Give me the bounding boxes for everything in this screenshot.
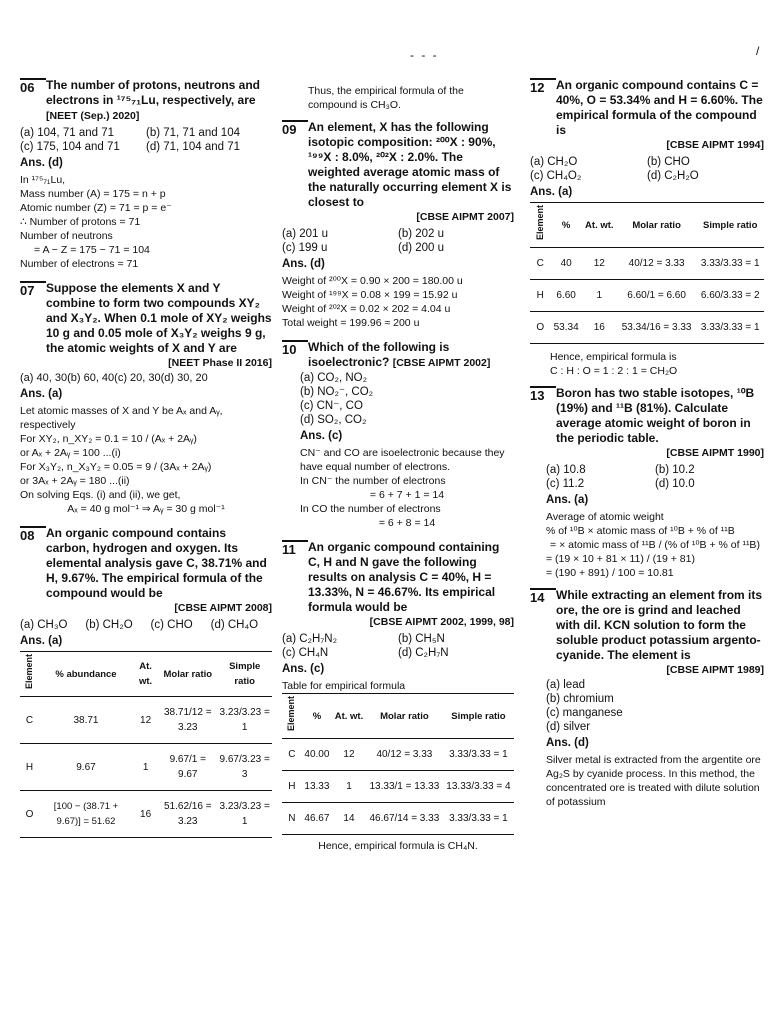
solution: CN⁻ and CO are isoelectronic because they have equal number of electrons. In CN⁻ the number of electrons = 6 + 7 + 1 = 14 In CO the number of electrons = 6 + 8 = 14 xyxy=(300,447,505,529)
table-row: H 13.33 1 13.33/1 = 13.33 13.33/3.33 = 4 xyxy=(282,771,514,803)
exam-source: [NEET (Sep.) 2020] xyxy=(46,110,140,122)
question-text: The number of protons, neutrons and electrons in ¹⁷⁵₇₁Lu, respectively, are [NEET (Sep.) 2020] xyxy=(46,78,260,122)
answer: Ans. (c) xyxy=(282,663,325,675)
question-09 xyxy=(282,120,514,330)
conclusion: Hence, empirical formula is CH₄N. xyxy=(318,840,478,853)
options: (a) 10.8 (b) 10.2 (c) 11.2 (d) 10.0 xyxy=(546,464,695,491)
analysis-table: Element % abundance At. wt. Molar ratio Simple ratio C 38.71 12 38.71/12 = 3.23 3.23/3.23 = 1 H 9.67 1 9.67/1 = 9.67 9.67/3.23 = 3 O [100 − (38.71 + 9.67)] = 51.62 16 51.62/16 = 3.23 3.23/3.23 = 1 xyxy=(20,651,272,838)
table-row: H 9.67 1 9.67/1 = 9.67 9.67/3.23 = 3 xyxy=(20,744,272,791)
analysis-table: Element % At. wt. Molar ratio Simple ratio C 40 12 40/12 = 3.33 3.33/3.33 = 1 H 6.60 1 6.60/1 = 6.60 6.60/3.33 = 2 O 53.34 16 53.34/16 = 3.33 3.33/3.33 = 1 xyxy=(530,202,764,344)
question-number: 09 xyxy=(282,120,308,137)
exam-source: [CBSE AIPMT 1989] xyxy=(666,664,764,677)
conclusion: Hence, empirical formula is C : H : O = 1 : 2 : 1 = CH₂O xyxy=(550,351,678,378)
question-text: An element, X has the following isotopic composition: ²⁰⁰X : 90%, ¹⁹⁹X : 8.0%, ²⁰²X : 2.0%. The weighted average atomic mass of the naturally occurring element X is closest to xyxy=(308,120,512,209)
solution: Weight of ²⁰⁰X = 0.90 × 200 = 180.00 u Weight of ¹⁹⁹X = 0.08 × 199 = 15.92 u Weight of ²⁰²X = 0.02 × 202 = 4.04 u Total weight = 199.96 ≈ 200 u xyxy=(282,275,463,329)
question-14 xyxy=(530,588,764,809)
table-row: C 38.71 12 38.71/12 = 3.23 3.23/3.23 = 1 xyxy=(20,697,272,744)
question-number: 14 xyxy=(530,588,556,605)
answer: Ans. (a) xyxy=(546,494,589,507)
header-mark: - - - xyxy=(410,48,439,62)
column-left xyxy=(20,78,272,842)
answer: Ans. (a) xyxy=(20,635,63,647)
question-number: 06 xyxy=(20,78,46,95)
question-number: 08 xyxy=(20,526,46,543)
answer: Ans. (d) xyxy=(282,258,325,270)
table-row: O [100 − (38.71 + 9.67)] = 51.62 16 51.62/16 = 3.23 3.23/3.23 = 1 xyxy=(20,791,272,838)
question-07 xyxy=(20,281,272,516)
question-number: 07 xyxy=(20,281,46,298)
table-title: Table for empirical formula xyxy=(282,680,406,692)
table-row: C 40 12 40/12 = 3.33 3.33/3.33 = 1 xyxy=(530,248,764,280)
options: (a) CH₃O (b) CH₂O (c) CHO (d) CH₄O xyxy=(20,619,259,631)
question-13 xyxy=(530,386,764,580)
question-text: An organic compound contains C = 40%, O = 53.34% and H = 6.60%. The empirical formula of the compound is xyxy=(556,78,763,137)
exam-source: [NEET Phase II 2016] xyxy=(168,357,272,369)
answer: Ans. (d) xyxy=(546,737,589,750)
exam-source: [CBSE AIPMT 1990] xyxy=(666,447,764,460)
question-number: 11 xyxy=(282,540,308,557)
column-middle xyxy=(282,84,514,858)
question-text: An organic compound contains carbon, hydrogen and oxygen. Its elemental analysis gave C, 38.71% and H, 9.67%. The empirical formula of the compound would be xyxy=(46,526,267,600)
exam-source: [CBSE AIPMT 2002, 1999, 98] xyxy=(369,616,514,628)
exam-source: [CBSE AIPMT 2008] xyxy=(174,602,272,614)
question-text: An organic compound containing C, H and N gave the following results on analysis C = 40%, H = 13.33%, N = 46.67%. Its empirical formula would be xyxy=(308,540,500,614)
options: (a) CO₂, NO₂ (b) NO₂⁻, CO₂ (c) CN⁻, CO (d) SO₂, CO₂ xyxy=(300,372,374,426)
question-06 xyxy=(20,78,272,271)
table-row: C 40.00 12 40/12 = 3.33 3.33/3.33 = 1 xyxy=(282,739,514,771)
solution: Average of atomic weight % of ¹⁰B × atomic mass of ¹⁰B + % of ¹¹B = × atomic mass of ¹¹B / (% of ¹⁰B + % of ¹¹B) = (19 × 10 + 81 × 11) / (19 + 81) = (190 + 891) / 100 = 10.81 xyxy=(546,511,760,580)
options: (a) 40, 30(b) 60, 40(c) 20, 30(d) 30, 20 xyxy=(20,372,208,384)
question-08 xyxy=(20,526,272,838)
exam-source: [CBSE AIPMT 2007] xyxy=(416,211,514,223)
answer: Ans. (c) xyxy=(300,430,343,442)
table-row: H 6.60 1 6.60/1 = 6.60 6.60/3.33 = 2 xyxy=(530,280,764,312)
question-text: Which of the following is isoelectronic? [CBSE AIPMT 2002] xyxy=(308,340,491,369)
corner-mark: / xyxy=(756,44,760,58)
answer: Ans. (a) xyxy=(530,186,573,198)
answer: Ans. (a) xyxy=(20,388,63,400)
question-number: 13 xyxy=(530,386,556,403)
question-number: 10 xyxy=(282,340,308,357)
solution: In ¹⁷⁵₇₁Lu, Mass number (A) = 175 = n + p Atomic number (Z) = 71 = p = e⁻ ∴ Number of protons = 71 Number of neutrons = A − Z = 175 − 71 = 104 Number of electrons = 71 xyxy=(20,174,172,270)
column-right xyxy=(530,78,764,813)
options: (a) lead (b) chromium (c) manganese (d) silver xyxy=(546,679,623,734)
solution: Silver metal is extracted from the argentite ore Ag₂S by cyanide process. In this method, the concentrated ore is treated with dilute solution of potassium xyxy=(546,754,761,809)
question-text: While extracting an element from its ore, the ore is grind and leached with dil. KCN solution to form the soluble product potassium argento-cyanide. The element is xyxy=(556,588,763,663)
question-12 xyxy=(530,78,764,378)
continued-solution: Thus, the empirical formula of the compound is CH₃O. xyxy=(308,85,464,111)
options: (a) C₂H₇N₂ (b) CH₅N (c) CH₄N (d) C₂H₇N xyxy=(282,633,449,659)
solution: Let atomic masses of X and Y be Aₓ and Aᵧ, respectively For XY₂, n_XY₂ = 0.1 = 10 / (Aₓ + 2Aᵧ) or Aₓ + 2Aᵧ = 100 ...(i) For X₃Y₂, n_X₃Y₂ = 0.05 = 9 / (3Aₓ + 2Aᵧ) or 3Aₓ + 2Aᵧ = 180 ...(ii) On solving Eqs. (i) and (ii), we get, Aₓ = 40 g mol⁻¹ ⇒ Aᵧ = 30 g mol⁻¹ xyxy=(20,405,225,515)
table-row: N 46.67 14 46.67/14 = 3.33 3.33/3.33 = 1 xyxy=(282,803,514,835)
question-11 xyxy=(282,540,514,854)
question-text: Suppose the elements X and Y combine to form two compounds XY₂ and X₃Y₂. When 0.1 mole of XY₂ weighs 10 g and 0.05 mole of X₃Y₂ weighs 9 g, the atomic weights of X and Y are xyxy=(46,281,272,355)
table-row: O 53.34 16 53.34/16 = 3.33 3.33/3.33 = 1 xyxy=(530,312,764,344)
answer: Ans. (d) xyxy=(20,157,63,169)
options: (a) 104, 71 and 71 (b) 71, 71 and 104 (c) 175, 104 and 71 (d) 71, 104 and 71 xyxy=(20,127,240,153)
exam-source: [CBSE AIPMT 1994] xyxy=(666,139,764,151)
exam-source: [CBSE AIPMT 2002] xyxy=(392,357,491,369)
question-number: 12 xyxy=(530,78,556,95)
question-10 xyxy=(282,340,514,530)
options: (a) CH₂O (b) CHO (c) CH₄O₂ (d) C₂H₂O xyxy=(530,156,699,182)
options: (a) 201 u (b) 202 u (c) 199 u (d) 200 u xyxy=(282,228,445,254)
question-text: Boron has two stable isotopes, ¹⁰B (19%) and ¹¹B (81%). Calculate average atomic weight of boron in the periodic table. xyxy=(556,386,755,446)
analysis-table: Element % At. wt. Molar ratio Simple ratio C 40.00 12 40/12 = 3.33 3.33/3.33 = 1 H 13.33 1 13.33/1 = 13.33 13.33/3.33 = 4 N 46.67 14 46.67/14 = 3.33 3.33/3.33 = 1 xyxy=(282,693,514,835)
